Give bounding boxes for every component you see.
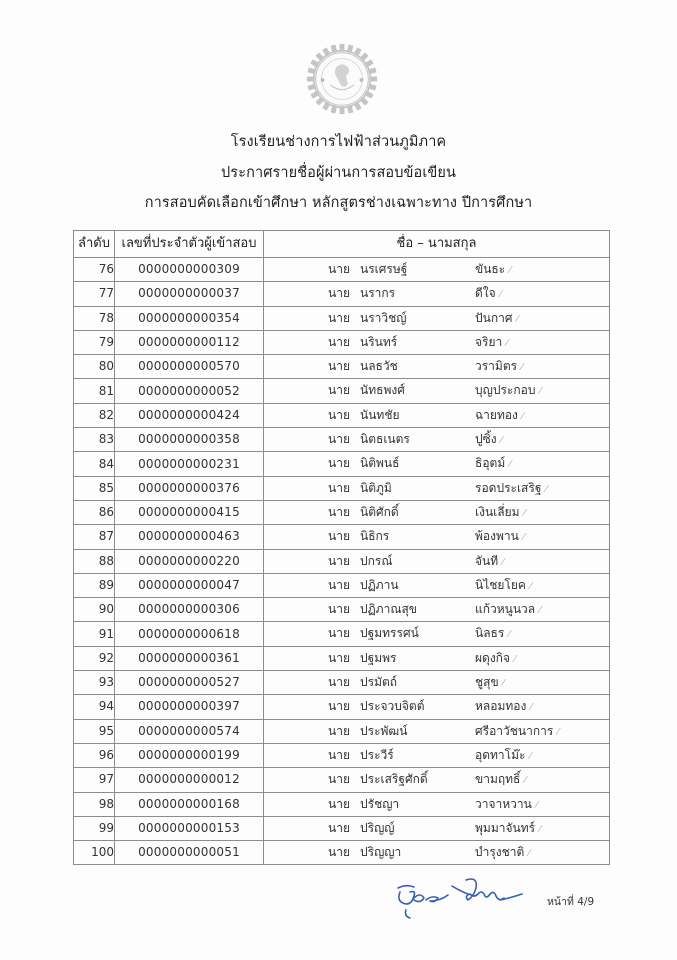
last-name-wrap <box>475 501 525 525</box>
table-row <box>74 525 610 549</box>
name-prefix: นาย <box>328 577 350 592</box>
last-name-wrap <box>475 817 541 841</box>
order-cell: 96 <box>74 743 115 767</box>
last-name: พุมมาจันทร์ <box>475 820 536 835</box>
last-name-wrap <box>475 258 511 282</box>
order-cell: 88 <box>74 549 115 573</box>
check-tick-icon: ⁄ <box>502 678 505 690</box>
last-name-wrap <box>475 307 518 331</box>
first-name: ปริญญา <box>360 845 402 860</box>
full-name-cell <box>264 258 610 282</box>
name-prefix: นาย <box>328 675 350 690</box>
name-prefix: นาย <box>328 553 350 568</box>
last-name: ผดุงกิจ <box>475 650 510 665</box>
table-row <box>74 330 610 354</box>
full-name-cell <box>264 695 610 719</box>
first-name: นลธวัช <box>360 359 398 374</box>
full-name-cell <box>264 403 610 427</box>
order-cell: 77 <box>74 282 115 306</box>
first-name: ปฐมพร <box>360 650 397 665</box>
name-prefix: นาย <box>328 845 350 860</box>
last-name-wrap <box>475 452 511 476</box>
full-name-cell <box>264 646 610 670</box>
check-tick-icon: ⁄ <box>528 848 531 860</box>
order-cell: 87 <box>74 525 115 549</box>
name-prefix: นาย <box>328 310 350 325</box>
check-tick-icon: ⁄ <box>513 653 516 665</box>
exam-id-cell: 0000000000168 <box>115 792 264 816</box>
last-name-wrap <box>475 598 541 622</box>
check-tick-icon: ⁄ <box>509 265 511 276</box>
exam-id-cell: 0000000000037 <box>115 282 264 306</box>
table-row <box>74 549 610 573</box>
order-cell: 92 <box>74 646 115 670</box>
check-tick-icon: ⁄ <box>506 337 508 349</box>
last-name-wrap <box>475 404 524 428</box>
first-name: ประพัฒน์ <box>360 723 408 738</box>
page-number: หน้าที่ 4/9 <box>547 896 595 908</box>
exam-id-cell: 0000000000361 <box>115 646 264 670</box>
table-body <box>74 258 610 865</box>
first-name: นรินทร์ <box>360 334 398 349</box>
exam-id-cell: 0000000000424 <box>115 403 264 427</box>
full-name-cell <box>264 428 610 452</box>
check-tick-icon: ⁄ <box>500 435 503 447</box>
first-name: ปฏิภาน <box>360 577 399 592</box>
first-name: นิติศักดิ์ <box>360 504 399 519</box>
last-name-wrap <box>475 768 526 792</box>
first-name: ปกรณ์ <box>360 553 393 568</box>
last-name: อุดทาโม๊ะ <box>475 747 526 762</box>
last-name: นิไชยโยค <box>475 577 526 592</box>
order-cell: 81 <box>74 379 115 403</box>
check-tick-icon: ⁄ <box>539 605 541 617</box>
first-name: ปรมัตถ์ <box>360 675 398 690</box>
exam-id-cell: 0000000000153 <box>115 816 264 840</box>
table-row <box>74 768 610 792</box>
exam-program-title: การสอบคัดเลือกเข้าศึกษา หลักสูตรช่างเฉพาะทาง ปีการศึกษา <box>144 195 533 211</box>
name-prefix: นาย <box>328 286 350 301</box>
name-prefix: นาย <box>328 383 350 398</box>
last-name-wrap <box>475 744 531 768</box>
full-name-cell <box>264 768 610 792</box>
table-row <box>74 282 610 306</box>
check-tick-icon: ⁄ <box>516 313 519 325</box>
full-name-cell <box>264 671 610 695</box>
order-cell: 86 <box>74 500 115 524</box>
table-row <box>74 598 610 622</box>
last-name-wrap <box>475 525 525 549</box>
order-cell: 98 <box>74 792 115 816</box>
name-prefix: นาย <box>328 602 350 617</box>
column-header-exam-id: เลขที่ประจำตัวผู้เข้าสอบ <box>115 231 264 258</box>
last-name: แก้วหนูนวล <box>475 602 536 617</box>
exam-id-cell: 0000000000376 <box>115 476 264 500</box>
full-name-cell <box>264 476 610 500</box>
last-name: ปูซิ้ง <box>475 432 497 447</box>
table-row <box>74 573 610 597</box>
last-name: วาจาหวาน <box>475 796 532 811</box>
full-name-cell <box>264 525 610 549</box>
full-name-cell <box>264 622 610 646</box>
table-row <box>74 792 610 816</box>
last-name: ดีใจ <box>475 286 496 301</box>
check-tick-icon: ⁄ <box>557 726 559 738</box>
last-name: ขามฤทธิ์ <box>475 772 521 787</box>
last-name: ขันธะ <box>475 262 506 276</box>
exam-id-cell: 0000000000306 <box>115 598 264 622</box>
first-name: นรากร <box>360 286 396 301</box>
first-name: ปฏิภาณสุข <box>360 602 417 617</box>
check-tick-icon: ⁄ <box>539 386 542 398</box>
table-row <box>74 428 610 452</box>
last-name-wrap <box>475 841 530 865</box>
name-prefix: นาย <box>328 334 350 349</box>
name-prefix: นาย <box>328 796 350 811</box>
order-cell: 78 <box>74 306 115 330</box>
first-name: ปฐมทรรศน์ <box>360 626 419 641</box>
exam-id-cell: 0000000000354 <box>115 306 264 330</box>
last-name-wrap <box>475 331 508 355</box>
first-name: นราวิชญ์ <box>360 310 407 325</box>
first-name: นันทชัย <box>360 407 400 422</box>
first-name: ประเสริฐศักดิ์ <box>360 772 428 787</box>
last-name-wrap <box>475 647 516 671</box>
last-name: ศรีอาวัชนาการ <box>475 723 554 738</box>
name-prefix: นาย <box>328 699 350 714</box>
order-cell: 100 <box>74 841 115 865</box>
exam-id-cell: 0000000000570 <box>115 355 264 379</box>
name-prefix: นาย <box>328 772 350 787</box>
order-cell: 82 <box>74 403 115 427</box>
school-name-title: โรงเรียนช่างการไฟฟ้าส่วนภูมิภาค <box>230 134 447 150</box>
last-name: จริยา <box>475 334 503 349</box>
exam-id-cell: 0000000000397 <box>115 695 264 719</box>
order-cell: 83 <box>74 428 115 452</box>
last-name: จันที <box>475 553 499 568</box>
last-name: ฉายทอง <box>475 407 518 422</box>
signature-icon <box>392 876 542 922</box>
name-prefix: นาย <box>328 723 350 738</box>
full-name-cell <box>264 306 610 330</box>
full-name-cell <box>264 816 610 840</box>
last-name-wrap <box>475 428 502 452</box>
name-prefix: นาย <box>328 650 350 665</box>
name-prefix: นาย <box>328 456 350 471</box>
passed-candidates-table <box>73 230 610 865</box>
first-name: ปรัชญา <box>360 796 400 811</box>
last-name-wrap <box>475 379 541 403</box>
last-name: ชูสุข <box>475 675 499 690</box>
exam-id-cell: 0000000000309 <box>115 258 264 282</box>
check-tick-icon: ⁄ <box>545 483 548 495</box>
table-row <box>74 695 610 719</box>
order-cell: 85 <box>74 476 115 500</box>
table-row <box>74 841 610 865</box>
name-prefix: นาย <box>328 480 350 495</box>
check-tick-icon: ⁄ <box>539 823 541 835</box>
first-name: ประวีร์ <box>360 747 394 762</box>
check-tick-icon: ⁄ <box>522 532 525 544</box>
exam-id-cell: 0000000000231 <box>115 452 264 476</box>
check-tick-icon: ⁄ <box>508 629 510 641</box>
table-row <box>74 403 610 427</box>
first-name: นิติพนธ์ <box>360 456 400 471</box>
last-name-wrap <box>475 355 523 379</box>
exam-id-cell: 0000000000052 <box>115 379 264 403</box>
table-row <box>74 379 610 403</box>
order-cell: 90 <box>74 598 115 622</box>
exam-id-cell: 0000000000415 <box>115 500 264 524</box>
table-row <box>74 622 610 646</box>
check-tick-icon: ⁄ <box>524 775 527 787</box>
full-name-cell <box>264 355 610 379</box>
order-cell: 79 <box>74 330 115 354</box>
last-name: ธิอุตม์ <box>475 456 506 471</box>
last-name: นิลธร <box>475 626 505 641</box>
check-tick-icon: ⁄ <box>529 750 532 762</box>
full-name-cell <box>264 792 610 816</box>
exam-id-cell: 0000000000527 <box>115 671 264 695</box>
last-name: ปันกาศ <box>475 310 513 325</box>
table-row <box>74 258 610 282</box>
full-name-cell <box>264 549 610 573</box>
table-row <box>74 671 610 695</box>
order-cell: 99 <box>74 816 115 840</box>
name-prefix: นาย <box>328 359 350 374</box>
name-prefix: นาย <box>328 432 350 447</box>
last-name-wrap <box>475 622 510 646</box>
check-tick-icon: ⁄ <box>509 459 511 471</box>
exam-id-cell: 0000000000463 <box>115 525 264 549</box>
full-name-cell <box>264 379 610 403</box>
table-row <box>74 719 610 743</box>
table-row <box>74 476 610 500</box>
exam-id-cell: 0000000000199 <box>115 743 264 767</box>
first-name: ประจวบจิตต์ <box>360 699 425 714</box>
first-name: นิตธเนตร <box>360 432 410 447</box>
name-prefix: นาย <box>328 747 350 762</box>
order-cell: 95 <box>74 719 115 743</box>
gear-emblem-icon <box>303 40 381 118</box>
name-prefix: นาย <box>328 820 350 835</box>
last-name-wrap <box>475 793 538 817</box>
name-prefix: นาย <box>328 626 350 641</box>
table-row <box>74 816 610 840</box>
full-name-cell <box>264 282 610 306</box>
column-header-order: ลำดับ <box>74 231 115 258</box>
name-prefix: นาย <box>328 407 350 422</box>
last-name: วรามิตร <box>475 359 518 374</box>
last-name: บุญประกอบ <box>475 383 536 398</box>
order-cell: 76 <box>74 258 115 282</box>
name-prefix: นาย <box>328 529 350 544</box>
check-tick-icon: ⁄ <box>535 799 538 811</box>
exam-id-cell: 0000000000112 <box>115 330 264 354</box>
table-row <box>74 452 610 476</box>
full-name-cell <box>264 573 610 597</box>
first-name: นรเศรษฐ์ <box>360 262 408 276</box>
full-name-cell <box>264 719 610 743</box>
first-name: นิติภูมิ <box>360 480 392 495</box>
order-cell: 97 <box>74 768 115 792</box>
check-tick-icon: ⁄ <box>530 702 533 714</box>
exam-id-cell: 0000000000012 <box>115 768 264 792</box>
name-prefix: นาย <box>328 504 350 519</box>
exam-id-cell: 0000000000051 <box>115 841 264 865</box>
table-row <box>74 743 610 767</box>
table-row <box>74 646 610 670</box>
exam-id-cell: 0000000000047 <box>115 573 264 597</box>
last-name-wrap <box>475 574 532 598</box>
exam-id-cell: 0000000000220 <box>115 549 264 573</box>
full-name-cell <box>264 743 610 767</box>
last-name-wrap <box>475 550 504 574</box>
order-cell: 84 <box>74 452 115 476</box>
last-name: พ้องพาน <box>475 529 519 544</box>
check-tick-icon: ⁄ <box>521 410 524 422</box>
last-name: เงินเลี่ยม <box>475 504 520 519</box>
last-name: รอดประเสริฐ <box>475 480 542 495</box>
first-name: นิธิกร <box>360 529 390 544</box>
check-tick-icon: ⁄ <box>499 289 502 301</box>
last-name: บำรุงชาติ <box>475 845 525 860</box>
first-name: นัทธพงศ์ <box>360 383 405 398</box>
check-tick-icon: ⁄ <box>523 507 526 519</box>
table-row <box>74 306 610 330</box>
check-tick-icon: ⁄ <box>502 556 504 568</box>
exam-id-cell: 0000000000574 <box>115 719 264 743</box>
order-cell: 91 <box>74 622 115 646</box>
table-header-row <box>74 231 610 258</box>
last-name-wrap <box>475 671 504 695</box>
full-name-cell <box>264 598 610 622</box>
last-name-wrap <box>475 720 559 744</box>
order-cell: 94 <box>74 695 115 719</box>
table-row <box>74 355 610 379</box>
first-name: ปริญญ์ <box>360 820 395 835</box>
order-cell: 80 <box>74 355 115 379</box>
check-tick-icon: ⁄ <box>521 362 523 374</box>
name-prefix: นาย <box>328 262 350 276</box>
last-name: หลอมทอง <box>475 699 527 714</box>
order-cell: 93 <box>74 671 115 695</box>
full-name-cell <box>264 330 610 354</box>
exam-id-cell: 0000000000358 <box>115 428 264 452</box>
full-name-cell <box>264 452 610 476</box>
last-name-wrap <box>475 695 532 719</box>
full-name-cell <box>264 841 610 865</box>
check-tick-icon: ⁄ <box>529 580 532 592</box>
announcement-title: ประกาศรายชื่อผู้ผ่านการสอบข้อเขียน <box>221 165 456 181</box>
table-row <box>74 500 610 524</box>
exam-id-cell: 0000000000618 <box>115 622 264 646</box>
last-name-wrap <box>475 477 547 501</box>
column-header-full-name: ชื่อ – นามสกุล <box>264 231 610 258</box>
full-name-cell <box>264 500 610 524</box>
last-name-wrap <box>475 282 501 306</box>
order-cell: 89 <box>74 573 115 597</box>
